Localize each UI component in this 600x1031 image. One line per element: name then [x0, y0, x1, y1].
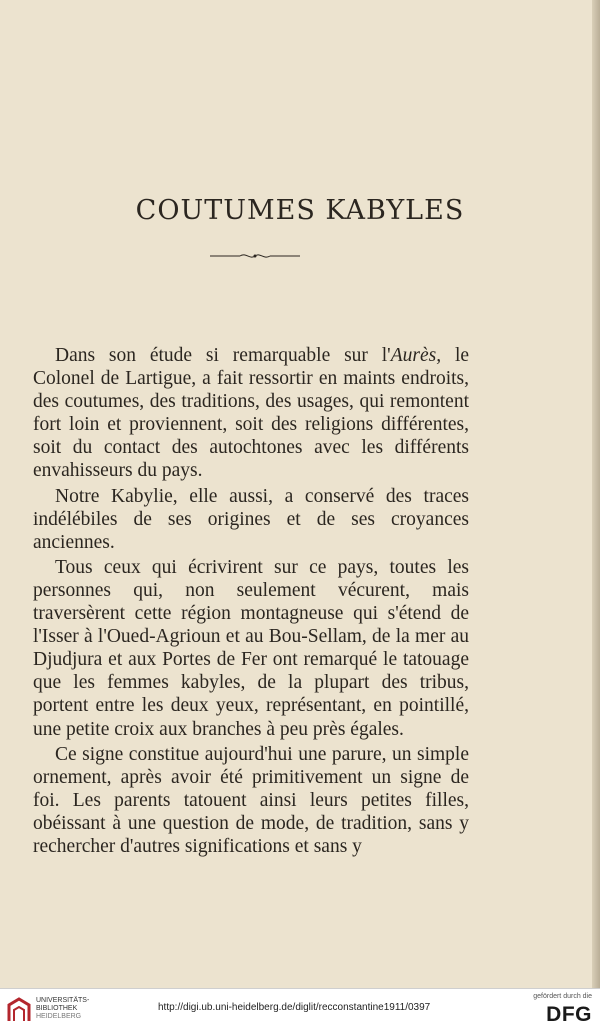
paragraph-3: Tous ceux qui écrivirent sur ce pays, toutes les personnes qui, non seulement vécurent, mais traversèrent cette région montagneuse qui s'étend de l'Isser à l'Oued-Agrioun et au Bou-Sellam, de la mer au Djudjura et aux Portes de Fer ont remarqué le tatouage que les femmes kabyles, de la plupart des tribus, portent entre les deux yeux, représentant, en pointillé, une petite croix aux branches à peu près égales.	[33, 556, 469, 740]
viewer-footer	[0, 988, 600, 1031]
paragraph-1: Dans son étude si remarquable sur l'Aurès, le Colonel de Lartigue, a fait ressortir en maints endroits, des coutumes, des traditions, des usages, qui remontent fort loin et proviennent, soit des religions différentes, soit du contact des autochtones avec les différents envahisseurs du pays.	[33, 345, 470, 482]
body-text	[33, 344, 469, 860]
emphasis-aures: Aurès,	[390, 345, 442, 366]
heidelberg-library-logo-icon[interactable]	[6, 997, 32, 1023]
page-permalink[interactable]: http://digi.ub.uni-heidelberg.de/diglit/recconstantine1911/0397	[158, 1002, 431, 1013]
dfg-logo[interactable]: DFG	[546, 1003, 592, 1026]
page-title: COUTUMES KABYLES	[135, 195, 465, 226]
paragraph-2: Notre Kabylie, elle aussi, a conservé des traces indélébiles de ses origines et de ses croyances anciennes.	[33, 485, 469, 553]
library-name: UNIVERSITÄTS- BIBLIOTHEK HEIDELBERG	[36, 997, 90, 1020]
funding-label: gefördert durch die	[533, 993, 592, 1000]
paragraph-4: Ce signe constitue aujourd'hui une parure, un simple ornement, après avoir été primitivement un signe de foi. Les parents tatouent ainsi leurs petites filles, obéissant à une question de mode, de tradition, sans y rechercher d'autres significations et sans y	[33, 743, 469, 857]
page-edge	[592, 0, 600, 988]
ornamental-rule-icon	[210, 250, 300, 262]
